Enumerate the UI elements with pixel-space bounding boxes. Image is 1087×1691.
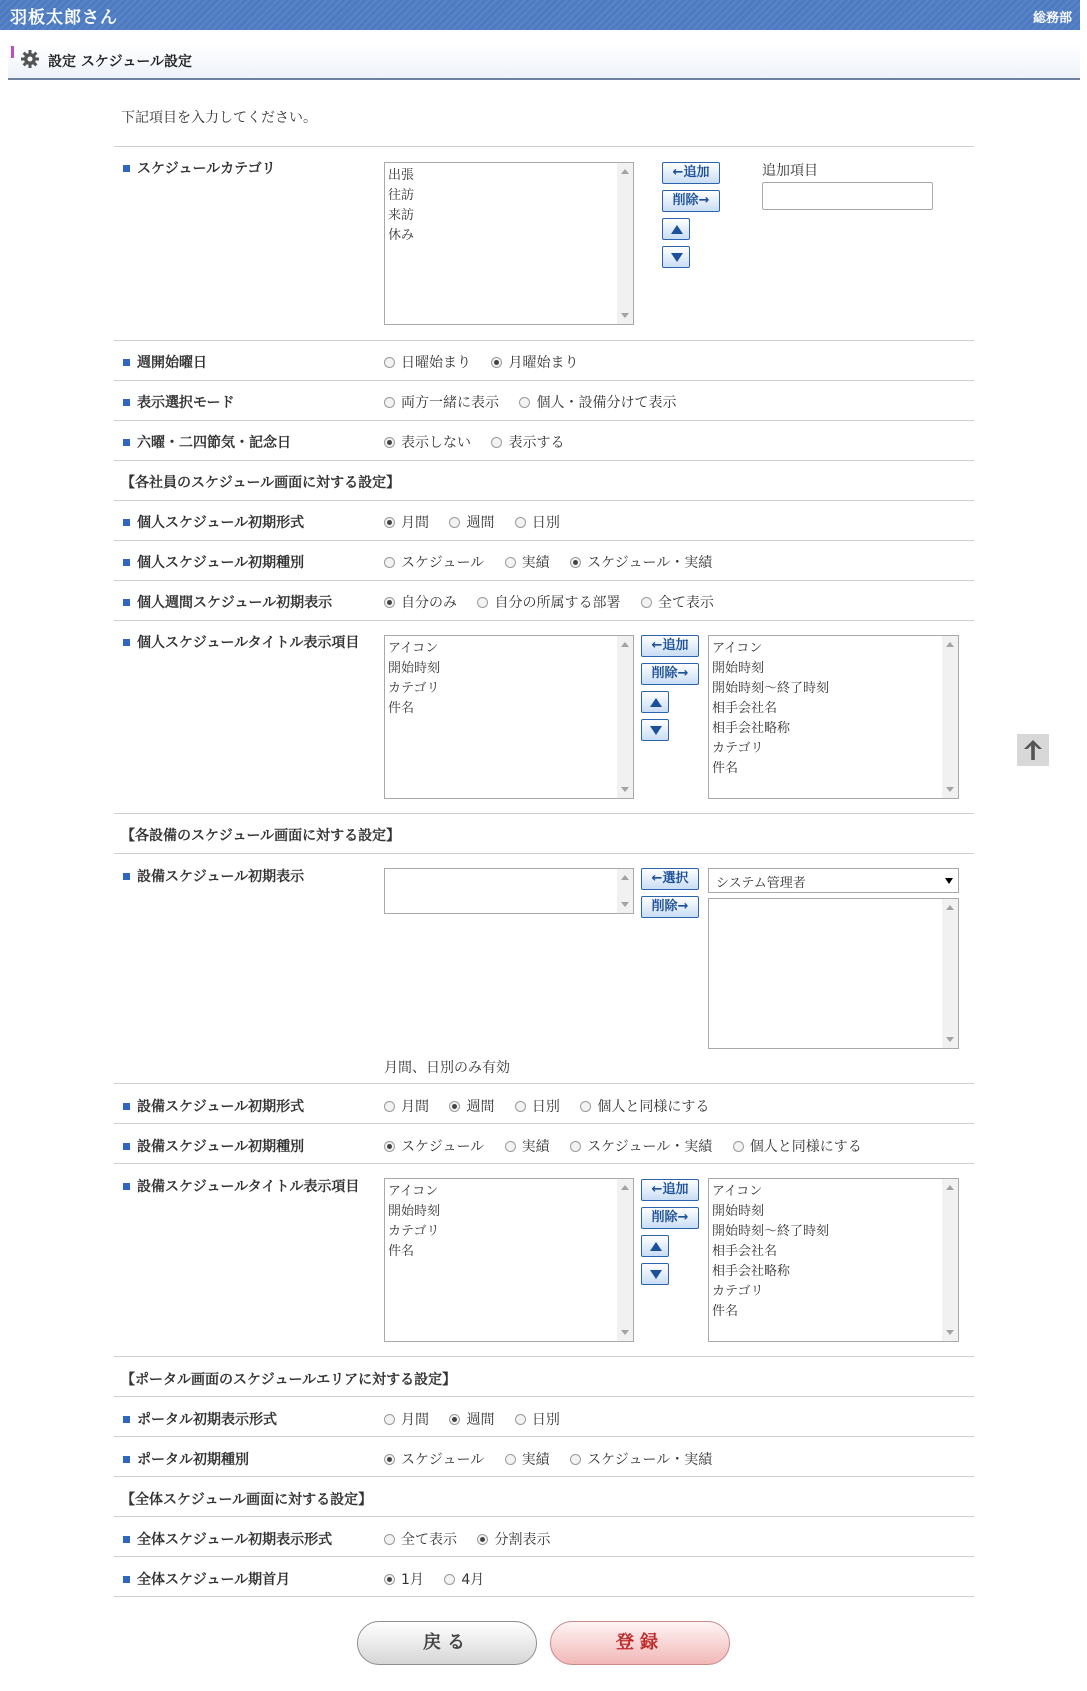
divider [114,1356,974,1357]
radio-self-only[interactable]: 自分のみ [384,592,457,612]
list-item[interactable]: 開始時刻 [388,1204,441,1219]
facility-selected-listbox[interactable] [384,868,634,914]
facility-delete-button[interactable]: 削除→ [641,896,699,918]
list-item[interactable]: 件名 [712,1304,739,1319]
divider [114,1476,974,1477]
display-mode-options [384,392,692,412]
divider [114,580,974,581]
list-item[interactable]: アイコン [388,1184,439,1199]
facility-title-selected-listbox[interactable] [384,1178,634,1342]
register-button[interactable]: 登録 [550,1621,730,1665]
facility-select-button[interactable]: ←選択 [641,868,699,890]
radio-sunday[interactable]: 日曜始まり [384,352,471,372]
portal-type-options [384,1449,728,1469]
radio-actual[interactable]: 実績 [505,1449,550,1469]
radio-daily[interactable]: 日別 [515,1409,560,1429]
list-item[interactable]: カテゴリ [712,741,764,756]
triangle-up-icon [650,698,662,707]
facility-group-select[interactable] [708,868,959,893]
personal-type-label: 個人スケジュール初期種別 [123,552,304,572]
week-start-label: 週開始曜日 [123,352,207,372]
divider [114,460,974,461]
category-label: スケジュールカテゴリ [123,158,276,178]
top-bar [0,0,1080,30]
overall-start-month-label: 全体スケジュール期首月 [123,1569,290,1589]
chevron-down-icon [945,878,953,884]
radio-actual[interactable]: 実績 [505,552,550,572]
list-item[interactable]: 開始時刻 [712,1204,765,1219]
radio-weekly[interactable]: 週間 [449,1409,494,1429]
personal-format-label: 個人スケジュール初期形式 [123,512,304,532]
list-item[interactable]: 件名 [388,1244,415,1259]
rokuyo-label: 六曜・二四節気・記念日 [123,432,291,452]
divider [114,380,974,381]
triangle-up-icon [671,225,683,234]
list-item[interactable]: 来訪 [388,208,415,223]
radio-daily[interactable]: 日別 [515,512,560,532]
personal-title-delete-button[interactable]: 削除→ [641,663,699,685]
personal-type-options [384,552,728,572]
user-name: 羽板太郎さん [10,8,118,28]
facility-format-options [384,1096,725,1116]
divider [114,620,974,621]
radio-april[interactable]: 4月 [444,1569,484,1589]
scrollbar[interactable] [617,1179,633,1341]
scrollbar[interactable] [942,636,958,798]
move-down-button[interactable] [641,719,669,741]
portal-format-options [384,1409,576,1429]
divider [114,420,974,421]
page-header [8,44,1080,80]
triangle-down-icon [671,253,683,262]
divider [114,500,974,501]
divider [114,853,974,854]
facility-title-delete-button[interactable]: 削除→ [641,1207,699,1229]
triangle-up-icon [650,1242,662,1251]
list-item[interactable]: 件名 [388,701,415,716]
divider [114,1083,974,1084]
list-item[interactable]: アイコン [712,641,763,656]
radio-monday[interactable]: 月曜始まり [491,352,578,372]
radio-schedule-actual[interactable]: スケジュール・実績 [570,1449,712,1469]
list-item[interactable]: 相手会社略称 [712,721,791,736]
divider [114,1516,974,1517]
radio-schedule[interactable]: スケジュール [384,552,484,572]
facility-title-add-button[interactable]: ←追加 [641,1179,699,1201]
triangle-down-icon [650,1270,662,1279]
personal-week-options [384,592,730,612]
scrollbar[interactable] [942,1179,958,1341]
gear-icon [20,49,40,69]
list-item[interactable]: 相手会社略称 [712,1264,791,1279]
list-item[interactable]: カテゴリ [712,1284,764,1299]
radio-monthly[interactable]: 月間 [384,512,429,532]
list-item[interactable]: 開始時刻 [712,661,765,676]
radio-monthly[interactable]: 月間 [384,1096,429,1116]
move-up-button[interactable] [641,691,669,713]
page-title: 設定 スケジュール設定 [48,54,193,70]
list-item[interactable]: 開始時刻～終了時刻 [712,681,830,696]
divider [114,146,974,147]
move-down-button[interactable] [641,1263,669,1285]
list-item[interactable]: 相手会社名 [712,1244,778,1259]
move-up-button[interactable] [641,1235,669,1257]
scrollbar[interactable] [617,636,633,798]
radio-same-as-personal[interactable]: 個人と同様にする [733,1136,862,1156]
list-item[interactable]: アイコン [388,641,439,656]
overall-format-options [384,1529,566,1549]
personal-title-available-listbox[interactable] [708,635,959,799]
radio-rokuyo-hide[interactable]: 表示しない [384,432,471,452]
divider [114,1396,974,1397]
list-item[interactable]: カテゴリ [388,681,440,696]
divider [114,813,974,814]
facility-type-options [384,1136,878,1156]
radio-monthly[interactable]: 月間 [384,1409,429,1429]
section-personal-title: 【各社員のスケジュール画面に対する設定】 [121,475,401,491]
overall-format-label: 全体スケジュール初期表示形式 [123,1529,332,1549]
radio-actual[interactable]: 実績 [505,1136,550,1156]
facility-initial-note: 月間、日別のみ有効 [384,1060,510,1076]
facility-title-available-listbox[interactable] [708,1178,959,1342]
personal-week-label: 個人週間スケジュール初期表示 [123,592,332,612]
category-listbox[interactable] [384,162,634,325]
divider [114,1436,974,1437]
section-facility-title: 【各設備のスケジュール画面に対する設定】 [121,828,401,844]
radio-show-all[interactable]: 全て表示 [641,592,714,612]
scrollbar[interactable] [617,163,633,324]
personal-title-items-label: 個人スケジュールタイトル表示項目 [123,632,359,652]
personal-title-selected-listbox[interactable] [384,635,634,799]
arrow-up-icon [1017,734,1049,766]
section-portal-title: 【ポータル画面のスケジュールエリアに対する設定】 [121,1372,457,1388]
personal-title-add-button[interactable]: ←追加 [641,635,699,657]
radio-own-department[interactable]: 自分の所属する部署 [477,592,620,612]
divider [114,1556,974,1557]
list-item[interactable]: 休み [388,228,415,243]
radio-schedule-actual[interactable]: スケジュール・実績 [570,1136,712,1156]
radio-weekly[interactable]: 週間 [449,1096,494,1116]
section-overall-title: 【全体スケジュール画面に対する設定】 [121,1492,373,1508]
radio-same-as-personal[interactable]: 個人と同様にする [580,1096,709,1116]
facility-title-items-label: 設備スケジュールタイトル表示項目 [123,1176,359,1196]
radio-rokuyo-show[interactable]: 表示する [491,432,564,452]
facility-available-listbox[interactable] [708,898,959,1049]
week-start-options [384,352,594,372]
list-item[interactable]: 相手会社名 [712,701,778,716]
portal-type-label: ポータル初期種別 [123,1449,249,1469]
overall-start-month-options [384,1569,500,1589]
divider [114,1123,974,1124]
divider [114,1163,974,1164]
personal-format-options [384,512,576,532]
radio-daily[interactable]: 日別 [515,1096,560,1116]
move-up-button[interactable] [662,218,690,240]
divider [114,1596,974,1597]
intro-text: 下記項目を入力してください。 [121,110,317,126]
category-delete-button[interactable]: 削除→ [662,190,720,212]
list-item[interactable]: カテゴリ [388,1224,440,1239]
facility-format-label: 設備スケジュール初期形式 [123,1096,304,1116]
list-item[interactable]: 開始時刻 [388,661,441,676]
list-item[interactable]: 出張 [388,168,415,183]
radio-split-display[interactable]: 分割表示 [477,1529,550,1549]
radio-display-separate[interactable]: 個人・設備分けて表示 [519,392,676,412]
rokuyo-options [384,432,580,452]
scroll-top-button[interactable] [1017,734,1049,766]
radio-schedule[interactable]: スケジュール [384,1449,484,1469]
new-item-label: 追加項目 [762,163,818,179]
header-accent-mark [11,46,14,58]
list-item[interactable]: 件名 [712,761,739,776]
new-item-input[interactable] [762,182,933,210]
list-item[interactable]: アイコン [712,1184,763,1199]
radio-schedule-actual[interactable]: スケジュール・実績 [570,552,712,572]
facility-group-value: システム管理者 [716,876,806,891]
facility-type-label: 設備スケジュール初期種別 [123,1136,304,1156]
display-mode-label: 表示選択モード [123,392,234,412]
radio-show-all[interactable]: 全て表示 [384,1529,457,1549]
move-down-button[interactable] [662,246,690,268]
radio-weekly[interactable]: 週間 [449,512,494,532]
back-button[interactable]: 戻る [357,1621,537,1665]
triangle-down-icon [650,726,662,735]
radio-january[interactable]: 1月 [384,1569,424,1589]
divider [114,340,974,341]
list-item[interactable]: 往訪 [388,188,415,203]
category-add-button[interactable]: ←追加 [662,162,720,184]
facility-initial-label: 設備スケジュール初期表示 [123,866,304,886]
scrollbar[interactable] [942,899,958,1048]
portal-format-label: ポータル初期表示形式 [123,1409,277,1429]
radio-schedule[interactable]: スケジュール [384,1136,484,1156]
department-name: 総務部 [1032,11,1072,26]
list-item[interactable]: 開始時刻～終了時刻 [712,1224,830,1239]
radio-display-both[interactable]: 両方一緒に表示 [384,392,499,412]
divider [114,540,974,541]
scrollbar[interactable] [617,869,633,913]
